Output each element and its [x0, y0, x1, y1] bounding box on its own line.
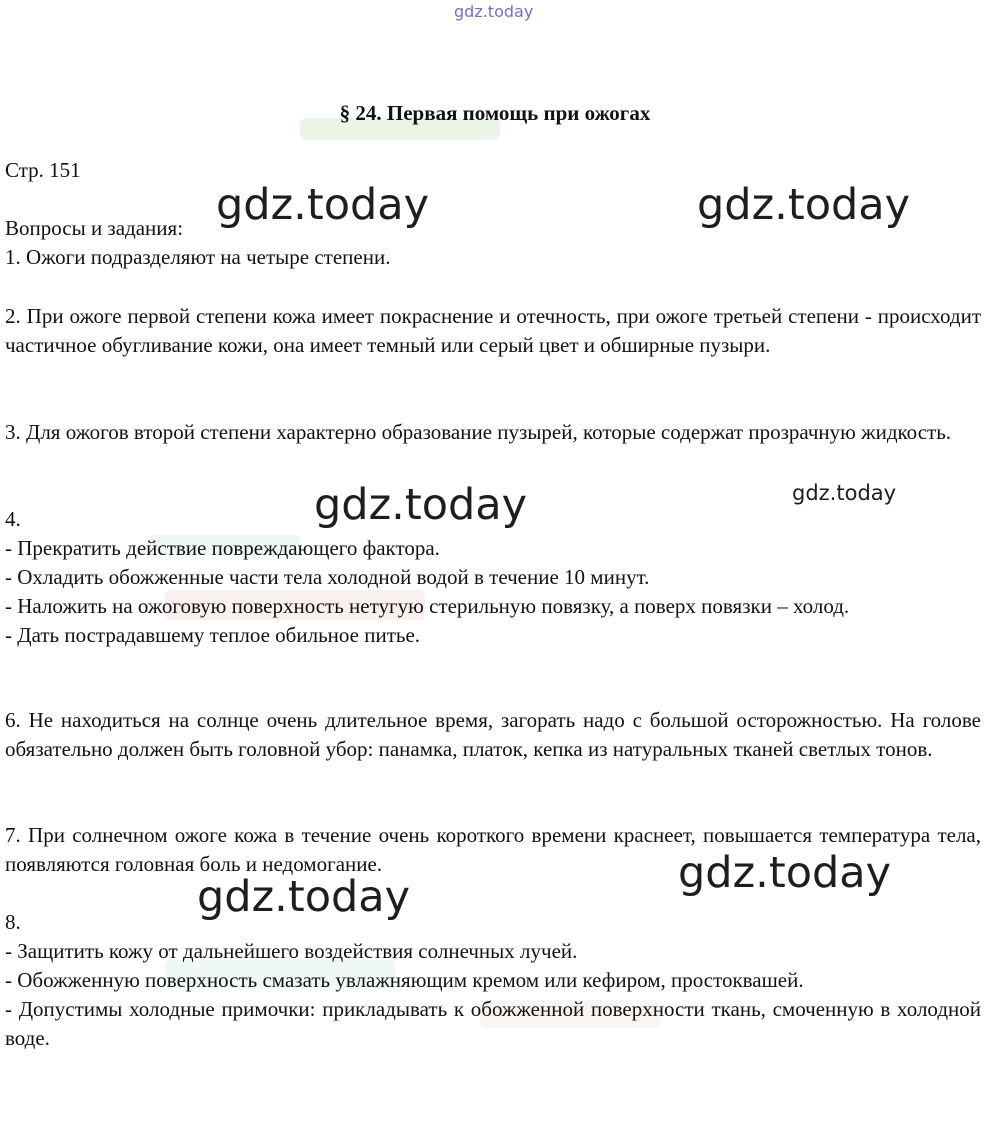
- answer-4-item: - Охладить обожженные части тела холодной водой в течение 10 минут.: [5, 565, 650, 589]
- answer-3: 3. Для ожогов второй степени характерно образование пузырей, которые содержат прозрачную жидкость.: [5, 420, 952, 444]
- watermark: gdz.today: [197, 872, 411, 922]
- page-ref: Стр. 151: [5, 158, 81, 182]
- answer-2: 2. При ожоге первой степени кожа имеет покраснение и отечность, при ожоге третьей степени - происходит частичное обугливание кожи, она имеет темный или серый цвет и обширные пузыри.: [5, 304, 981, 357]
- answer-4-item: - Дать пострадавшему теплое обильное питье.: [5, 623, 421, 647]
- answer-4-item: - Прекратить действие повреждающего фактора.: [5, 536, 440, 560]
- answer-8: [5, 908, 981, 1053]
- answer-8-item: - Обожженную поверхность смазать увлажняющим кремом или кефиром, простоквашей.: [5, 968, 804, 992]
- answer-1: 1. Ожоги подразделяют на четыре степени.: [5, 245, 391, 269]
- watermark: gdz.today: [678, 848, 892, 898]
- answer-4-number: 4.: [5, 507, 21, 531]
- section-heading: Вопросы и задания:: [5, 216, 184, 240]
- watermark: gdz.today: [697, 180, 911, 230]
- watermark: gdz.today: [792, 481, 897, 505]
- answer-8-item: - Защитить кожу от дальнейшего воздействия солнечных лучей.: [5, 939, 578, 963]
- watermark: gdz.today: [314, 480, 528, 530]
- watermark: gdz.today: [216, 180, 430, 230]
- answer-6: 6. Не находиться на солнце очень длительное время, загорать надо с большой осторожностью. На голове обязательно должен быть головной убор: панамка, платок, кепка из натуральных тканей светлых тонов.: [5, 708, 981, 761]
- answer-8-item: - Допустимы холодные примочки: прикладывать к обожженной поверхности ткань, смоченную в холодной воде.: [5, 997, 981, 1050]
- page-title: § 24. Первая помощь при ожогах: [339, 101, 651, 125]
- answer-4-item: - Наложить на ожоговую поверхность нетугую стерильную повязку, а поверх повязки – холод.: [5, 594, 850, 618]
- watermark-top: gdz.today: [454, 2, 534, 21]
- answer-7: 7. При солнечном ожоге кожа в течение очень короткого времени краснеет, повышается температура тела, появляются головная боль и недомогание.: [5, 823, 981, 876]
- answer-8-number: 8.: [5, 910, 21, 934]
